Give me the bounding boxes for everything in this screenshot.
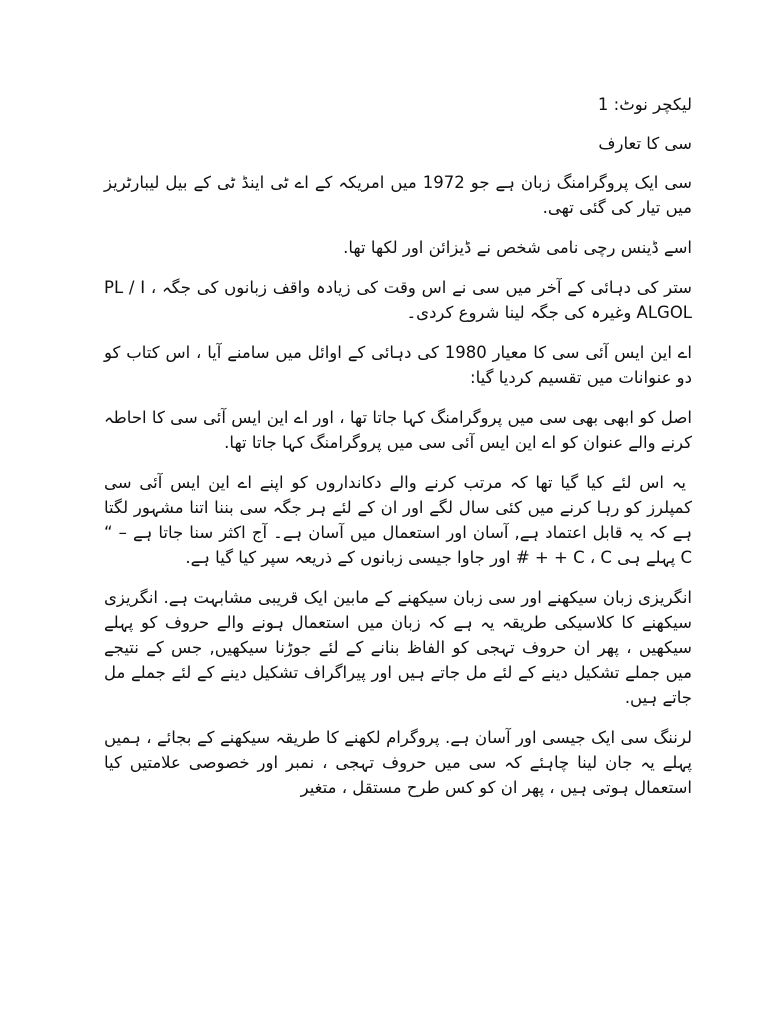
paragraph: سی ایک پروگرامنگ زبان ہے جو 1972 میں امریکہ کے اے ٹی اینڈ ٹی کے بیل لیبارٹریز میں تیار کی گئی تھی. [104, 173, 692, 217]
paragraph: انگریزی زبان سیکھنے اور سی زبان سیکھنے کے مابین ایک قریبی مشابہت ہے. انگریزی سیکھنے کا کلاسیکی طریقہ یہ ہے کہ زبان میں استعمال ہونے والے حروف کو پہلے سیکھیں ، پھر ان حروف تہجی کو الفاظ بنانے کے لئے جوڑنا سیکھیں, جس کے نتیجے میں جملے تشکیل دینے کے لئے مل جاتے ہیں اور پیراگراف تشکیل دینے کے لئے جملے مل جاتے ہیں. [104, 588, 692, 707]
paragraph: اصل کو ابھی بھی سی میں پروگرامنگ کہا جاتا تھا ، اور اے این ایس آئی سی کا احاطہ کرنے والے عنوان کو اے این ایس آئی سی میں پروگرامنگ کہا جاتا تھا. [104, 408, 692, 452]
document-body [104, 92, 692, 815]
paragraph: اے این ایس آئی سی کا معیار 1980 کی دہائی کے اوائل میں سامنے آیا ، اس کتاب کو دو عنوانات میں تقسیم کردیا گیا: [104, 343, 693, 387]
lecture-title: لیکچر نوٹ: 1 [597, 95, 692, 114]
paragraph: یہ اس لئے کیا گیا تھا کہ مرتب کرنے والے دکانداروں کو اپنے اے این ایس آئی سی کمپلرز کو رہا کرنے میں کئی سال لگے اور ان کے لئے ہر جگہ سی بننا اتنا مشہور لگتا ہے کہ یہ قابل اعتماد ہے, آسان اور استعمال میں آسان ہے۔ آج اکثر سنا جاتا ہے – “ C پہلے ہی C ، C + + # اور جاوا جیسی زبانوں کے ذریعہ سپر کیا گیا ہے. [104, 473, 692, 567]
paragraph: ستر کی دہائی کے آخر میں سی نے اس وقت کی زیادہ واقف زبانوں کی جگہ PL / I ، ALGOL وغیرہ کی جگہ لینا شروع کردی۔ [104, 278, 692, 322]
paragraph: اسے ڈینس رچی نامی شخص نے ڈیزائن اور لکھا تھا. [343, 238, 692, 257]
lecture-subtitle: سی کا تعارف [598, 134, 692, 153]
paragraph: لرننگ سی ایک جیسی اور آسان ہے. پروگرام لکھنے کا طریقہ سیکھنے کے بجائے ، ہمیں پہلے یہ جان لینا چاہئے کہ سی میں حروف تہجی ، نمبر اور خصوصی علامتیں کیا استعمال ہوتی ہیں ، پھر ان کو کس طرح مستقل ، متغیر [104, 728, 692, 797]
